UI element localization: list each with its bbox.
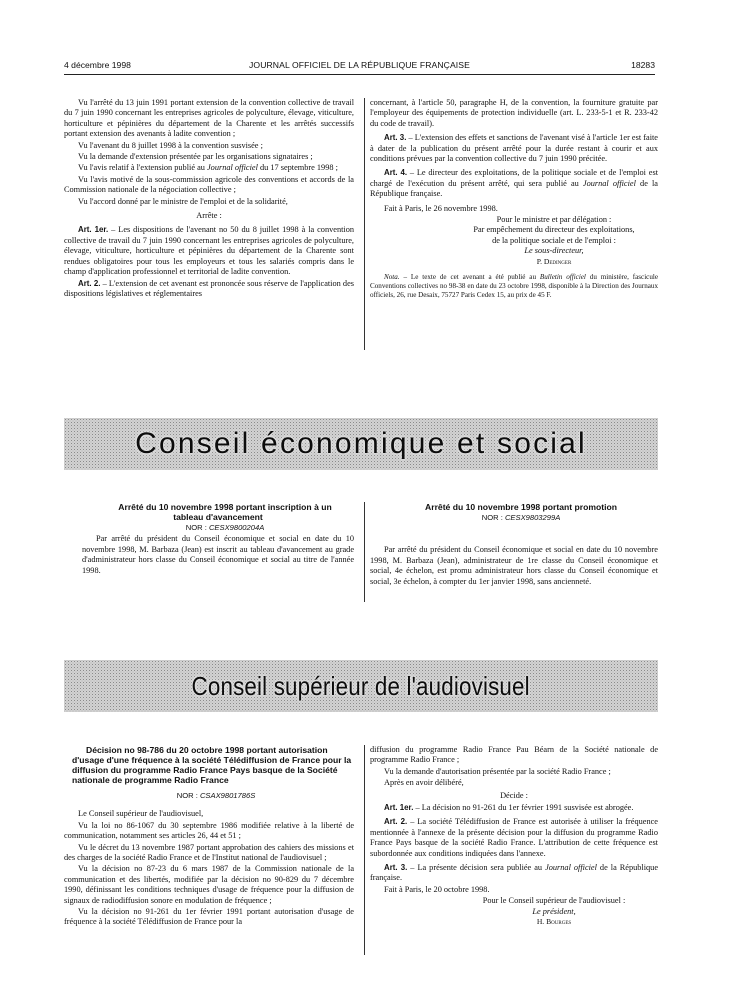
ces-left-article xyxy=(82,502,354,577)
arrete-heading: Arrête : xyxy=(196,211,222,221)
signatory-name: P. Dedinger xyxy=(536,256,572,266)
nota-paragraph: Nota. – Le texte de cet avenant a été publié au Bulletin officiel du ministère, fascicule Conventions collectives no 98-38 en date du 23 octobre 1998, disponible à la Direction des Journaux officiels, 26, rue Desaix, 75727 Paris Cedex 15, au prix de 45 F. xyxy=(370,273,658,299)
article-paragraph: Art. 2. – La société Télédiffusion de France est autorisée à utiliser la fréquence mentionnée à l'annexe de la présente décision pour la diffusion du programme Radio France Pays basque de la société Radio France. L'attribution de cette fréquence est subordonnée aux conditions indiquées dans l'annexe. xyxy=(370,817,658,858)
csa-right-article xyxy=(370,745,658,928)
running-header xyxy=(64,60,655,74)
signature-line: de la politique sociale et de l'emploi : xyxy=(492,235,616,245)
visa-paragraph: Après en avoir délibéré, xyxy=(384,778,464,788)
signatory-name: H. Bourges xyxy=(536,917,572,927)
visa-paragraph: Vu la décision no 91-261 du 1er février 1991 portant autorisation d'usage de fréquence à la société Télédiffusion de France pour la xyxy=(64,907,354,927)
visa-paragraph: Vu l'arrêté du 13 juin 1991 portant extension de la convention collective de travail du 7 juin 1990 concernant les entreprises agricoles de polyculture, élevage, viticulture, horticulture et pépinières du département de la Charente et les arrêtés successifs portant extension des avenants à ladite convention ; xyxy=(64,98,354,139)
nor-reference: NOR : CESX9803299A xyxy=(481,513,561,522)
visa-paragraph: Vu l'avis relatif à l'extension publié au Journal officiel du 17 septembre 1998 ; xyxy=(78,163,338,173)
visa-paragraph: Vu l'avis motivé de la sous-commission agricole des conventions et accords de la Commission nationale de la négociation collective ; xyxy=(64,174,354,195)
ces-right-article xyxy=(370,502,658,588)
column-divider xyxy=(364,98,365,350)
article-body: Par arrêté du président du Conseil économique et social en date du 10 novembre 1998, M. Barbaza (Jean), administrateur de 1re classe du Conseil économique et social, 4e échelon, est promu administrateur hors classe du Conseil économique et social, 3e échelon, à compter du 1er janvier 1998, sans ancienneté. xyxy=(370,545,658,586)
continued-paragraph: diffusion du programme Radio France Pau Béarn de la Société nationale de programme Radio France ; xyxy=(370,745,658,765)
header-rule xyxy=(64,74,655,75)
article-paragraph: Art. 1er. – Les dispositions de l'avenant no 50 du 8 juillet 1998 à la convention collective de travail du 7 juin 1990 concernant les entreprises agricoles de polyculture, élevage, viticulture, horticulture et pépinières du département de la Charente sont rendues obligatoires pour tous les employeurs et tous les salariés compris dans le champ d'application professionnel et territorial de ladite convention. xyxy=(64,225,354,277)
nor-reference: NOR : CESX9800204A xyxy=(185,523,265,532)
signature-line: Pour le Conseil supérieur de l'audiovisuel : xyxy=(482,896,626,906)
visa-paragraph: Vu la demande d'autorisation présentée par la société Radio France ; xyxy=(384,766,611,776)
visa-paragraph: Vu l'accord donné par le ministre de l'emploi et de la solidarité, xyxy=(78,196,288,206)
continued-paragraph: concernant, à l'article 50, paragraphe H, de la convention, la fourniture gratuite par l'employeur des équipements de protection individuelle (art. L. 233-5-1 et R. 233-42 du code de travail). xyxy=(370,98,658,128)
section-banner-csa xyxy=(64,660,658,712)
journal-title: JOURNAL OFFICIEL DE LA RÉPUBLIQUE FRANÇAISE xyxy=(249,60,470,70)
visa-paragraph: Vu la demande d'extension présentée par les organisations signataires ; xyxy=(78,152,313,162)
visa-paragraph: Vu le décret du 13 novembre 1987 portant approbation des cahiers des missions et des charges de la société Radio France et de l'Institut national de l'audiovisuel ; xyxy=(64,842,354,863)
article-title: Arrêté du 10 novembre 1998 portant inscription à un tableau d'avancement xyxy=(118,502,332,522)
csa-left-article xyxy=(64,745,354,929)
visa-paragraph: Le Conseil supérieur de l'audiovisuel, xyxy=(78,809,204,819)
signature-line: Pour le ministre et par délégation : xyxy=(496,215,612,225)
column-divider xyxy=(364,502,365,602)
visa-paragraph: Vu la décision no 87-23 du 6 mars 1987 de la Commission nationale de la communication et des libertés, modifiée par la décision no 90-829 du 7 décembre 1990, définissant les conditions techniques d'usage de fréquence pour la diffusion de signaux de radiodiffusion sonore en modulation de fréquence ; xyxy=(64,864,354,905)
signature-title: Le sous-directeur, xyxy=(524,246,584,256)
place-date: Fait à Paris, le 26 novembre 1998. xyxy=(384,203,498,213)
visa-paragraph: Vu l'avenant du 8 juillet 1998 à la convention susvisée ; xyxy=(78,140,263,150)
visa-paragraph: Vu la loi no 86-1067 du 30 septembre 1986 modifiée relative à la liberté de communication, notamment ses articles 26, 44 et 51 ; xyxy=(64,820,354,841)
article-title: Arrêté du 10 novembre 1998 portant promotion xyxy=(425,502,617,512)
article-paragraph: Art. 3. – La présente décision sera publiée au Journal officiel de la République française. xyxy=(370,863,658,883)
section-title: Conseil économique et social xyxy=(135,427,587,460)
page-number: 18283 xyxy=(631,60,655,70)
top-left-column xyxy=(64,98,354,300)
article-paragraph: Art. 1er. – La décision no 91-261 du 1er février 1991 susvisée est abrogée. xyxy=(384,803,634,813)
section-title: Conseil supérieur de l'audiovisuel xyxy=(191,670,531,701)
article-paragraph: Art. 3. – L'extension des effets et sanctions de l'avenant visé à l'article 1er est faite à dater de la publication du présent arrêté pour la durée restant à courir et aux conditions prévues par la convention collective du 7 juin 1990 précitée. xyxy=(370,133,658,164)
decide-heading: Décide : xyxy=(500,790,528,800)
column-divider xyxy=(364,745,365,955)
place-date: Fait à Paris, le 20 octobre 1998. xyxy=(384,884,490,894)
section-banner-ces xyxy=(64,418,658,470)
signature-title: Le président, xyxy=(532,906,576,916)
nor-reference: NOR : CSAX9801786S xyxy=(176,791,256,800)
article-body: Par arrêté du président du Conseil économique et social en date du 10 novembre 1998, M. Barbaza (Jean) est inscrit au tableau d'avancement au grade d'administrateur hors classe du Conseil économique et social au titre de l'année 1998. xyxy=(82,534,354,575)
signature-line: Par empêchement du directeur des exploitations, xyxy=(473,225,635,235)
issue-date: 4 décembre 1998 xyxy=(64,60,131,70)
article-paragraph: Art. 4. – Le directeur des exploitations, de la politique sociale et de l'emploi est chargé de l'exécution du présent arrêté, qui sera publié au Journal officiel de la République française. xyxy=(370,168,658,199)
article-paragraph: Art. 2. – L'extension de cet avenant est prononcée sous réserve de l'application des dispositions législatives et réglementaires xyxy=(64,278,354,298)
article-title: Décision no 98-786 du 20 octobre 1998 portant autorisation d'usage d'une fréquence à la société Télédiffusion de France pour la diffusion du programme Radio France Pays basque de la Société nationale de programme Radio France xyxy=(72,745,352,785)
top-right-column xyxy=(370,98,658,300)
